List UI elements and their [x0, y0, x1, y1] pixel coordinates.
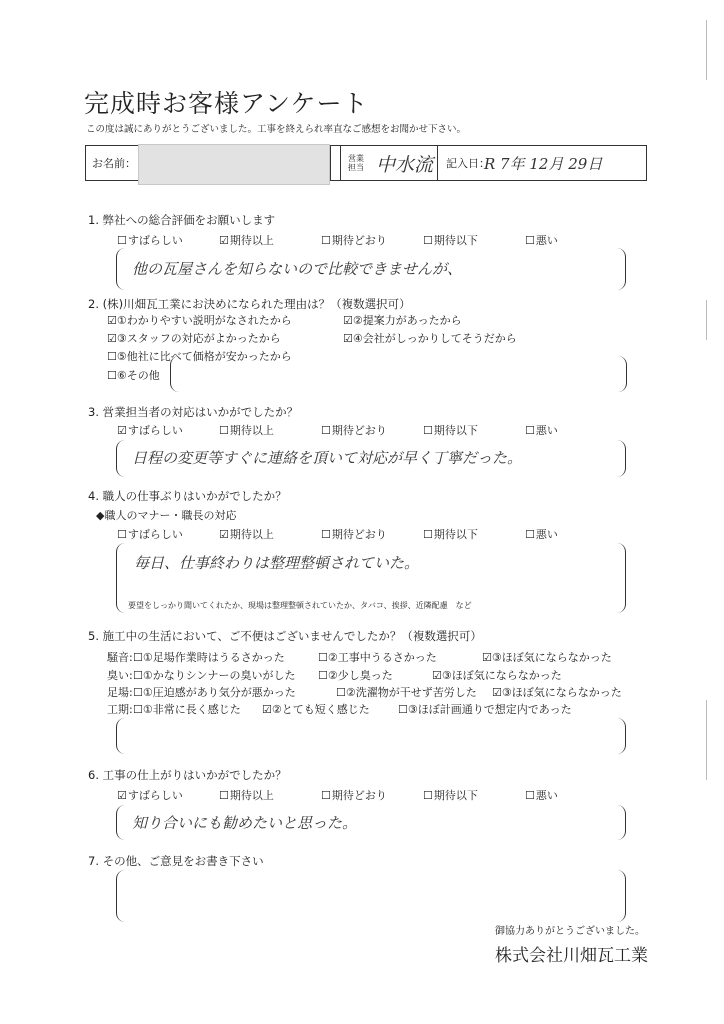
- question-4: 4. 職人の仕事ぶりはいかがでしたか？: [88, 489, 287, 503]
- q3-options: [117, 422, 627, 438]
- option-label: 悪い: [535, 234, 558, 247]
- q5-row-2-option-2[interactable]: [318, 667, 393, 683]
- checkbox-icon[interactable]: ☐: [318, 669, 328, 682]
- q4-option-5[interactable]: [525, 526, 627, 542]
- option-label: 期待以下: [433, 424, 478, 437]
- scan-edge-mark: [706, 300, 707, 340]
- q3-option-3[interactable]: [321, 422, 423, 438]
- checkbox-icon[interactable]: ☐: [219, 424, 229, 437]
- q5-row-2-option-3[interactable]: [432, 667, 562, 683]
- checkbox-icon[interactable]: ☐: [107, 369, 117, 382]
- q3-option-5[interactable]: [525, 422, 627, 438]
- q5-row-1-option-1[interactable]: [133, 649, 285, 665]
- q6-answer: 知り合いにも勧めたいと思った。: [132, 814, 358, 832]
- date-label: 記入日：: [446, 157, 490, 170]
- question-3: 3. 営業担当者の対応はいかがでしたか？: [88, 405, 299, 419]
- option-label: ④会社がしっかりしてそうだから: [352, 332, 517, 345]
- q5-row-1-option-2[interactable]: [318, 649, 437, 665]
- option-label: すばらしい: [127, 234, 183, 247]
- checkbox-icon[interactable]: ☐: [525, 528, 535, 541]
- q5-row-4-option-1[interactable]: [133, 701, 241, 717]
- q5-row-4-option-3[interactable]: [398, 701, 572, 717]
- q4-note: 要望をしっかり聞いてくれたか、現場は整理整頓されていたか、タバコ、挨拶、近隣配慮 など: [128, 601, 472, 610]
- redacted-name-field: [138, 144, 330, 185]
- subtitle: この度は誠にありがとうございました。工事を終えられ率直なご感想をお聞かせ下さい。: [86, 124, 467, 135]
- option-label: すばらしい: [127, 528, 183, 541]
- q4-option-4[interactable]: [423, 526, 525, 542]
- checkbox-icon[interactable]: ☐: [423, 234, 433, 247]
- q5-row-label: 臭い:: [107, 669, 133, 682]
- checkbox-icon[interactable]: ☐: [423, 424, 433, 437]
- q1-options: [117, 232, 627, 248]
- option-label: 期待以下: [433, 234, 478, 247]
- q2-option-4[interactable]: [343, 330, 517, 346]
- q1-option-5[interactable]: [525, 232, 627, 248]
- q1-answer: 他の瓦屋さんを知らないので比較できませんが、: [132, 260, 463, 278]
- name-label: お名前：: [92, 157, 136, 170]
- question-5: 5. 施工中の生活において、ご不便はございませんでしたか？（複数選択可）: [88, 629, 482, 643]
- checkbox-icon[interactable]: ☐: [133, 686, 143, 699]
- staff-label: [348, 146, 364, 180]
- option-label: 悪い: [535, 789, 558, 802]
- q2-other-box[interactable]: [170, 356, 627, 392]
- q6-options: [117, 787, 627, 803]
- checkbox-icon[interactable]: ☐: [336, 686, 346, 699]
- q4-answer: 毎日、仕事終わりは整理整頓されていた。: [134, 554, 420, 572]
- option-label: ①非常に長く感じた: [142, 703, 241, 716]
- option-label: ②とても短く感じた: [271, 703, 370, 716]
- q3-option-4[interactable]: [423, 422, 525, 438]
- q4-option-2[interactable]: [219, 526, 321, 542]
- option-label: ③スタッフの対応がよかったから: [116, 332, 281, 345]
- option-label: 期待以下: [433, 789, 478, 802]
- q5-row-label: 工期:: [107, 703, 133, 716]
- q5-row-1-option-3[interactable]: [482, 649, 612, 665]
- q6-option-4[interactable]: [423, 787, 525, 803]
- q1-option-4[interactable]: [423, 232, 525, 248]
- option-label: ⑤他社に比べて価格が安かったから: [116, 350, 292, 363]
- q2-option-6[interactable]: [107, 367, 160, 383]
- page-title: 完成時お客様アンケート: [84, 89, 369, 118]
- checkbox-icon[interactable]: ☐: [525, 234, 535, 247]
- q1-option-2[interactable]: [219, 232, 321, 248]
- q4-option-3[interactable]: [321, 526, 423, 542]
- option-label: 期待以上: [229, 789, 274, 802]
- option-label: 期待以上: [229, 528, 274, 541]
- option-label: 期待どおり: [331, 789, 387, 802]
- checkbox-checked-icon[interactable]: ☑: [432, 669, 442, 682]
- q5-row-2-option-1[interactable]: [133, 667, 295, 683]
- checkbox-checked-icon[interactable]: ☑: [107, 332, 117, 345]
- checkbox-icon[interactable]: ☐: [423, 528, 433, 541]
- checkbox-icon[interactable]: ☐: [133, 669, 143, 682]
- checkbox-checked-icon[interactable]: ☑: [117, 789, 127, 802]
- checkbox-icon[interactable]: ☐: [318, 651, 328, 664]
- option-label: ①わかりやすい説明がなされたから: [116, 314, 292, 327]
- checkbox-icon[interactable]: ☐: [107, 350, 117, 363]
- option-label: ②洗濯物が干せず苦労した: [345, 686, 477, 699]
- q1-option-3[interactable]: [321, 232, 423, 248]
- checkbox-checked-icon[interactable]: ☑: [482, 651, 492, 664]
- option-label: ②工事中うるさかった: [327, 651, 437, 664]
- option-label: ③ほぼ計画通りで想定内であった: [407, 703, 572, 716]
- option-label: ③ほぼ気にならなかった: [491, 651, 612, 664]
- q5-row-4-option-2[interactable]: [262, 701, 370, 717]
- option-label: 期待どおり: [331, 234, 387, 247]
- option-label: ①圧迫感があり気分が悪かった: [142, 686, 296, 699]
- question-1: 1. 弊社への総合評価をお願いします: [88, 213, 276, 227]
- checkbox-icon[interactable]: ☐: [117, 528, 127, 541]
- checkbox-checked-icon[interactable]: ☑: [492, 686, 502, 699]
- option-label: 悪い: [535, 424, 558, 437]
- option-label: すばらしい: [127, 789, 183, 802]
- option-label: すばらしい: [127, 424, 183, 437]
- company-name: 株式会社川畑瓦工業: [495, 946, 648, 966]
- q6-option-5[interactable]: [525, 787, 627, 803]
- option-label: ③ほぼ気にならなかった: [501, 686, 622, 699]
- checkbox-checked-icon[interactable]: ☑: [107, 314, 117, 327]
- checkbox-icon[interactable]: ☐: [219, 789, 229, 802]
- scan-edge-mark: [706, 700, 707, 780]
- option-label: 期待以上: [229, 424, 274, 437]
- q3-option-1[interactable]: [117, 422, 219, 438]
- option-label: 期待以上: [229, 234, 274, 247]
- thanks-text: 御協力ありがとうございました。: [495, 926, 645, 937]
- option-label: 悪い: [535, 528, 558, 541]
- q5-row-3-option-2[interactable]: [336, 684, 477, 700]
- q4-options: [117, 526, 627, 542]
- q4-option-1[interactable]: [117, 526, 219, 542]
- q5-row-3-option-1[interactable]: [133, 684, 296, 700]
- q2-option-1[interactable]: [107, 312, 292, 328]
- checkbox-icon[interactable]: ☐: [525, 789, 535, 802]
- q7-answer-box[interactable]: [116, 870, 626, 922]
- q6-option-2[interactable]: [219, 787, 321, 803]
- checkbox-icon[interactable]: ☐: [133, 703, 143, 716]
- checkbox-checked-icon[interactable]: ☑: [219, 234, 229, 247]
- q6-option-1[interactable]: [117, 787, 219, 803]
- divider: [437, 146, 438, 180]
- staff-label-line1: 営業: [348, 154, 364, 163]
- divider: [340, 146, 341, 180]
- q5-row-3-option-3[interactable]: [492, 684, 622, 700]
- checkbox-icon[interactable]: ☐: [423, 789, 433, 802]
- checkbox-icon[interactable]: ☐: [117, 234, 127, 247]
- checkbox-icon[interactable]: ☐: [398, 703, 408, 716]
- staff-name: 中水流: [376, 153, 434, 176]
- q4-subheading: ◆職人のマナー・職長の対応: [96, 509, 237, 522]
- scan-edge-mark: [706, 20, 707, 80]
- checkbox-icon[interactable]: ☐: [525, 424, 535, 437]
- question-2: 2. (株)川畑瓦工業にお決めになられた理由は？（複数選択可）: [88, 297, 411, 311]
- checkbox-checked-icon[interactable]: ☑: [343, 332, 353, 345]
- q3-answer: 日程の変更等すぐに連絡を頂いて対応が早く丁寧だった。: [132, 449, 523, 467]
- date-value: R 7年 12月 29日: [484, 154, 603, 173]
- checkbox-icon[interactable]: ☐: [133, 651, 143, 664]
- option-label: ①足場作業時はうるさかった: [142, 651, 285, 664]
- question-7: 7. その他、ご意見をお書き下さい: [88, 854, 264, 868]
- checkbox-icon[interactable]: ☐: [321, 424, 331, 437]
- option-label: 期待以下: [433, 528, 478, 541]
- checkbox-checked-icon[interactable]: ☑: [343, 314, 353, 327]
- q2-option-2[interactable]: [343, 312, 462, 328]
- checkbox-checked-icon[interactable]: ☑: [117, 424, 127, 437]
- option-label: 期待どおり: [331, 424, 387, 437]
- q3-option-2[interactable]: [219, 422, 321, 438]
- q5-answer-box[interactable]: [116, 718, 626, 754]
- question-6: 6. 工事の仕上がりはいかがでしたか？: [88, 768, 287, 782]
- q1-option-1[interactable]: [117, 232, 219, 248]
- q5-row-label: 足場:: [107, 686, 133, 699]
- divider: [330, 146, 331, 180]
- q5-row-label: 騒音:: [107, 651, 133, 664]
- option-label: 期待どおり: [331, 528, 387, 541]
- option-label: ②提案力があったから: [352, 314, 462, 327]
- option-label: ①かなりシンナーの臭いがした: [142, 669, 296, 682]
- checkbox-icon[interactable]: ☐: [321, 528, 331, 541]
- checkbox-checked-icon[interactable]: ☑: [219, 528, 229, 541]
- checkbox-checked-icon[interactable]: ☑: [262, 703, 272, 716]
- q2-option-3[interactable]: [107, 330, 281, 346]
- checkbox-icon[interactable]: ☐: [321, 234, 331, 247]
- option-label: ⑥その他: [116, 369, 160, 382]
- name-box: [85, 145, 647, 181]
- checkbox-icon[interactable]: ☐: [321, 789, 331, 802]
- option-label: ③ほぼ気にならなかった: [441, 669, 562, 682]
- option-label: ②少し臭った: [327, 669, 393, 682]
- staff-label-line2: 担当: [348, 163, 364, 172]
- q6-option-3[interactable]: [321, 787, 423, 803]
